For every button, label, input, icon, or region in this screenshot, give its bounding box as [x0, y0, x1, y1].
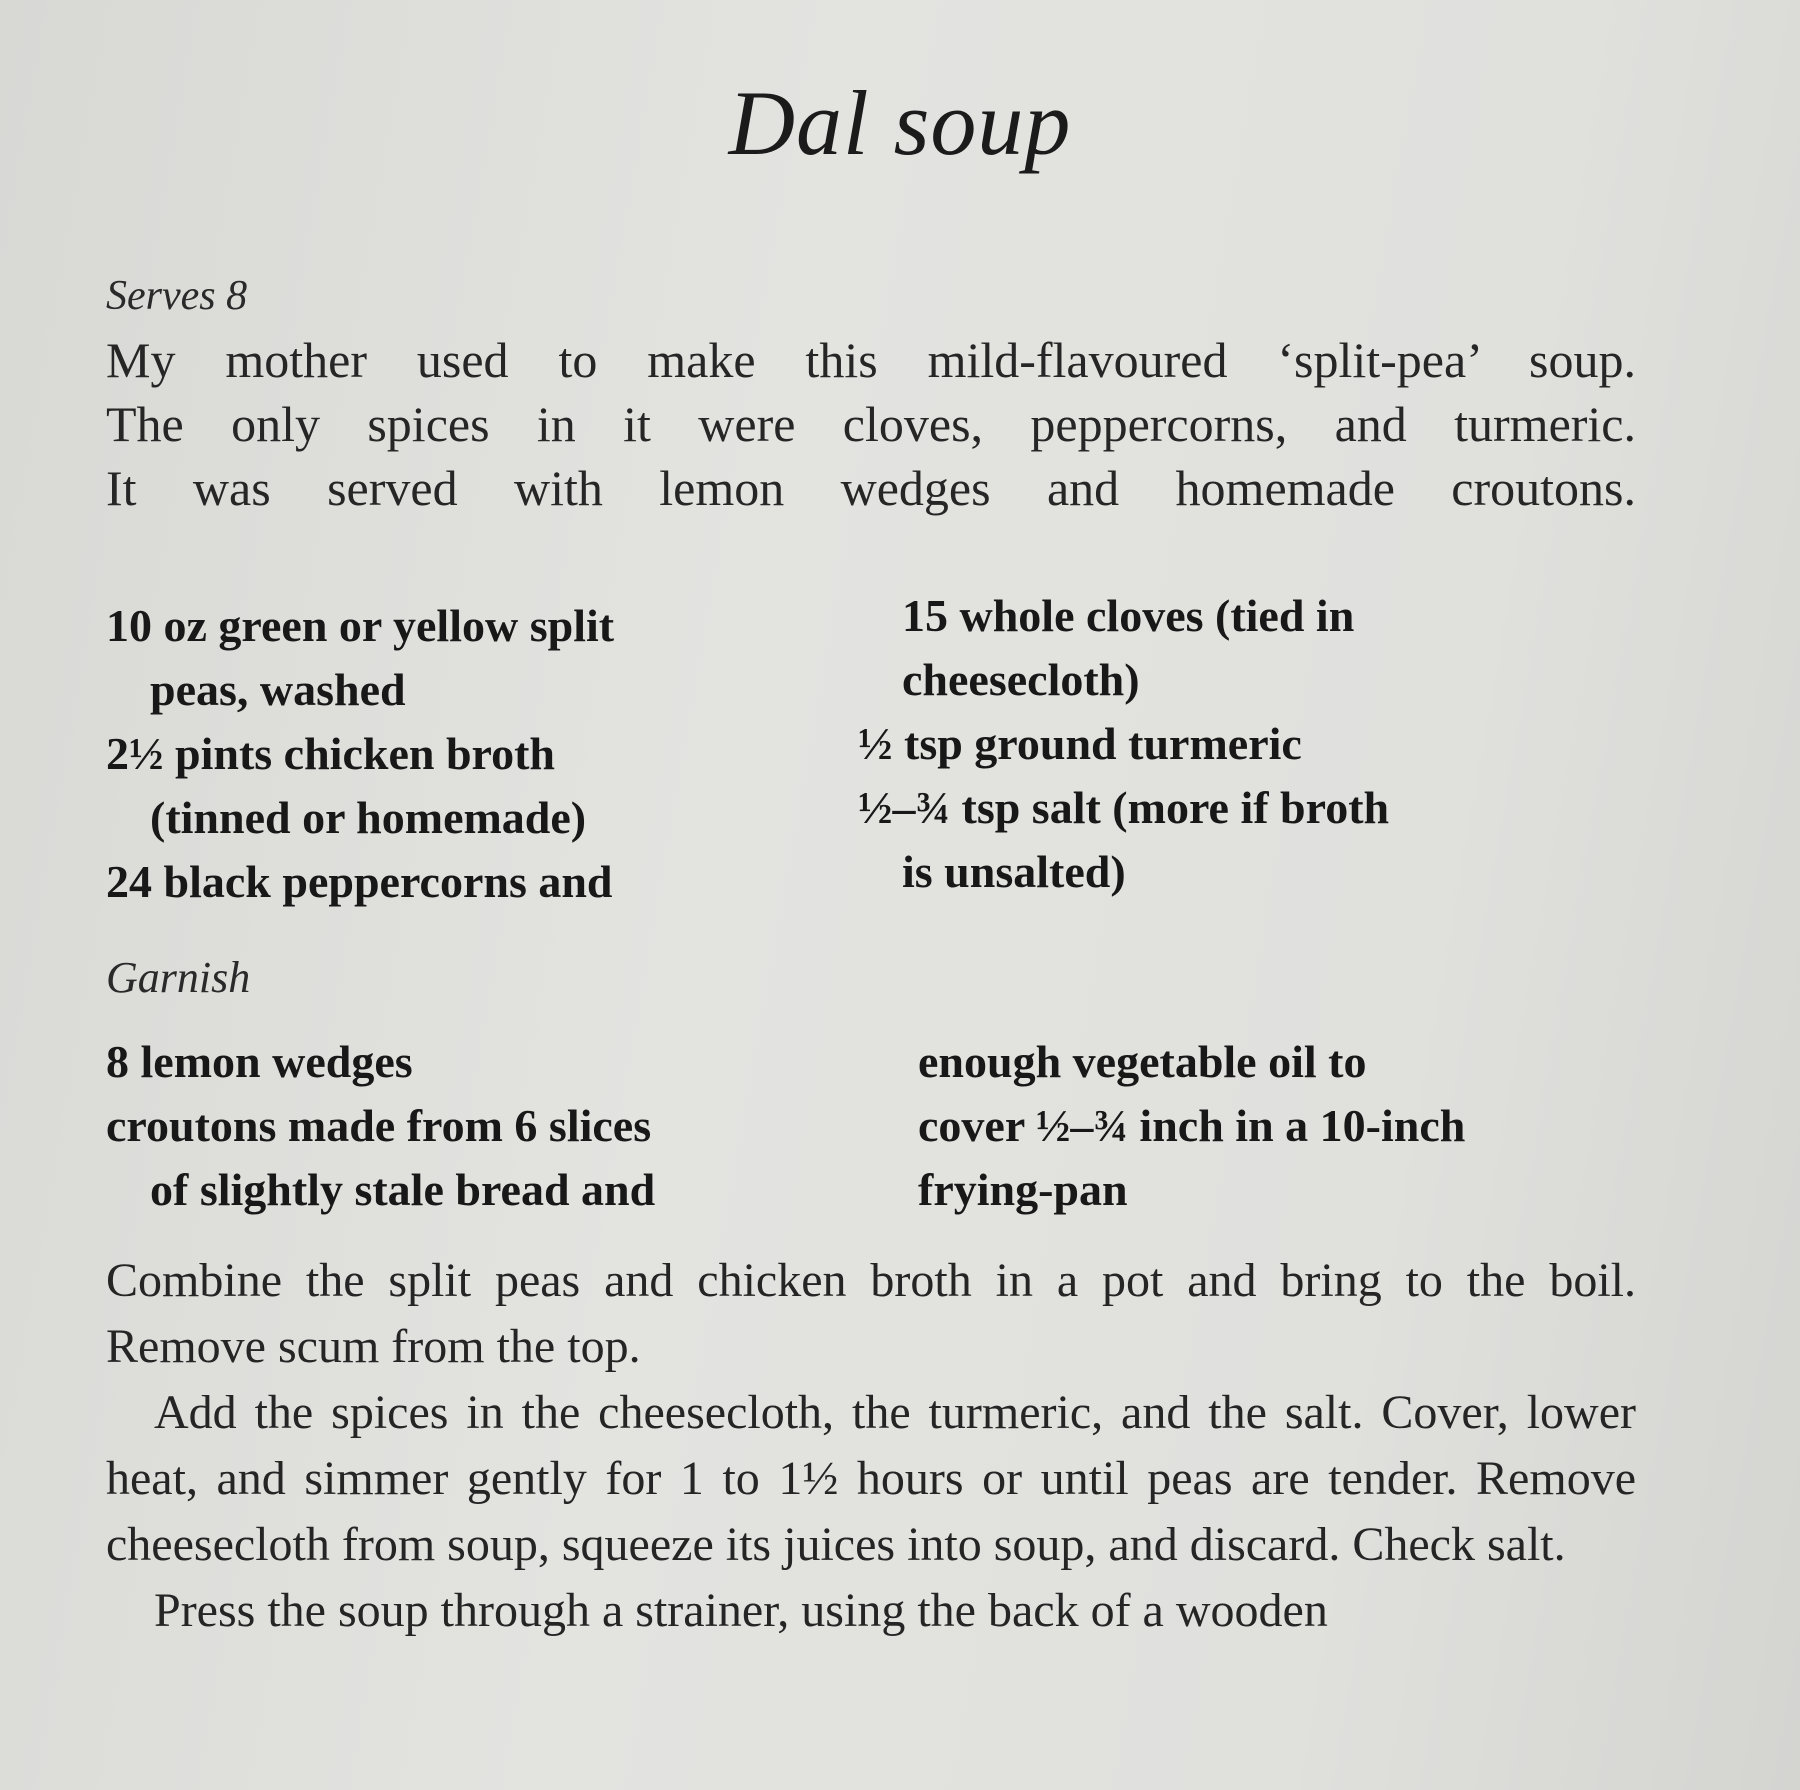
garnish-left-column: [106, 1030, 826, 1222]
ingredient-text: ½ tsp ground turmeric: [858, 718, 1302, 769]
garnish-item: [918, 1030, 1678, 1094]
ingredient-item: [106, 594, 826, 722]
ingredient-text: ½–¾ tsp salt (more if broth: [858, 782, 1390, 833]
ingredients-right-column: [858, 584, 1678, 904]
intro-line: My mother used to make this mild-flavoured ‘split-pea’ soup.: [106, 332, 1636, 388]
ingredient-continuation: is unsalted): [902, 846, 1126, 897]
garnish-text: cover ½–¾ inch in a 10-inch: [918, 1100, 1466, 1151]
ingredient-item: [106, 850, 826, 914]
intro-paragraph: [106, 328, 1636, 520]
ingredient-item: [106, 722, 826, 850]
ingredient-text: 2½ pints chicken broth: [106, 728, 556, 779]
ingredient-continuation: peas, washed: [150, 664, 406, 715]
ingredient-item: [858, 584, 1678, 712]
garnish-text: 8 lemon wedges: [106, 1036, 413, 1087]
garnish-text: frying-pan: [918, 1164, 1128, 1215]
ingredient-item: [858, 776, 1678, 904]
intro-line: The only spices in it were cloves, peppercorns, and turmeric.: [106, 396, 1636, 452]
garnish-item: [106, 1094, 826, 1222]
method-paragraph: Add the spices in the cheesecloth, the turmeric, and the salt. Cover, lower heat, and simmer gently for 1 to 1½ hours or until peas are tender. Remove cheesecloth from soup, squeeze its juices into soup, and discard. Check salt.: [106, 1386, 1636, 1571]
garnish-continuation: of slightly stale bread and: [150, 1164, 656, 1215]
method-paragraph: Combine the split peas and chicken broth in a pot and bring to the boil. Remove scum from the top.: [106, 1254, 1636, 1373]
ingredient-continuation: (tinned or homemade): [150, 792, 587, 843]
garnish-item: [918, 1094, 1678, 1158]
recipe-title: Dal soup: [728, 72, 1072, 174]
garnish-text: croutons made from 6 slices: [106, 1100, 652, 1151]
intro-line: It was served with lemon wedges and homemade croutons.: [106, 460, 1636, 516]
ingredients-left-column: [106, 594, 826, 914]
garnish-text: enough vegetable oil to: [918, 1036, 1367, 1087]
garnish-item: [918, 1158, 1678, 1222]
serves-label: Serves 8: [106, 273, 248, 319]
ingredient-text: 10 oz green or yellow split: [106, 600, 615, 651]
ingredient-text: 15 whole cloves (tied in: [902, 590, 1355, 641]
garnish-right-column: [918, 1030, 1678, 1222]
garnish-item: [106, 1030, 826, 1094]
ingredient-item: [858, 712, 1678, 776]
method-paragraph: Press the soup through a strainer, using the back of a wooden: [154, 1584, 1328, 1637]
method-section: [106, 1248, 1636, 1644]
ingredient-continuation: cheesecloth): [902, 654, 1140, 705]
ingredient-text: 24 black peppercorns and: [106, 856, 613, 907]
garnish-heading: Garnish: [106, 953, 251, 1002]
